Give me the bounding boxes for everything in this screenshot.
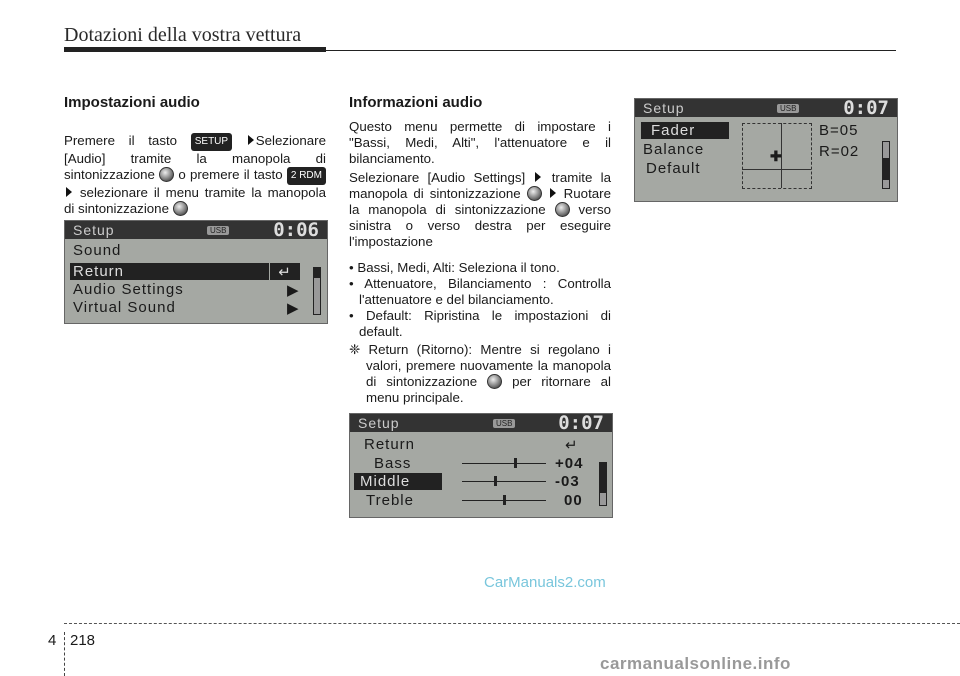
chapter-number: 4 — [48, 632, 57, 649]
tuning-knob-icon — [527, 186, 542, 201]
usb-badge: USB — [777, 104, 799, 113]
step4-text: verso sinistra o verso destra per eseguire l'impostazione — [349, 202, 611, 249]
menu-return-label: Return — [73, 263, 125, 280]
arrow-icon — [66, 187, 72, 197]
arrow-icon — [535, 172, 541, 182]
screen-time: 0:07 — [843, 98, 889, 119]
menu-audio-settings: Audio Settings — [73, 281, 184, 298]
left-column — [64, 94, 326, 217]
menu-return: Return — [364, 436, 416, 453]
tuning-knob-icon — [487, 374, 502, 389]
position-marker-icon: ✚ — [770, 148, 782, 164]
setup-screen-tone — [349, 413, 613, 518]
menu-default: Default — [646, 160, 701, 177]
bass-slider — [462, 463, 546, 464]
section-heading-impostazioni: Impostazioni audio — [64, 94, 200, 111]
bullet-default: • Default: Ripristina le impostazioni di default. — [349, 308, 611, 339]
footer-separator — [64, 632, 65, 676]
setup-screen-fader — [634, 98, 898, 202]
screen-title: Setup — [73, 222, 115, 238]
text-p1: Premere il tasto — [64, 133, 178, 148]
page-number: 218 — [70, 632, 96, 649]
screen-time: 0:07 — [558, 413, 604, 434]
step2-text: tramite la manopola di sintonizzazione — [349, 170, 611, 201]
step1-text: Selezionare [Audio Settings] — [349, 170, 526, 185]
screen-header — [350, 414, 612, 432]
middle-value: -03 — [555, 473, 580, 490]
tuning-knob-icon — [173, 201, 188, 216]
setup-screen-sound — [64, 220, 328, 324]
arrow-icon — [550, 188, 556, 198]
screen-title: Setup — [358, 415, 400, 431]
section-heading-informazioni: Informazioni audio — [349, 94, 483, 111]
menu-fader: Fader — [641, 122, 729, 139]
scroll-thumb — [600, 463, 606, 493]
scroll-thumb — [883, 158, 889, 180]
arrow-icon — [248, 135, 254, 145]
text-p3: o premere il tasto — [178, 167, 283, 182]
menu-balance: Balance — [643, 141, 705, 158]
arrow-right-icon: ▶ — [287, 300, 300, 317]
middle-slider — [462, 481, 546, 482]
note-text-b: per ritornare al menu principale. — [366, 374, 612, 405]
scrollbar — [882, 141, 890, 189]
treble-value: 00 — [564, 492, 583, 509]
watermark-carmanuals2: CarManuals2.com — [484, 574, 606, 591]
screen-header — [65, 221, 327, 239]
arrow-right-icon: ▶ — [287, 282, 300, 299]
page-header-title: Dotazioni della vostra vettura — [64, 24, 302, 46]
scrollbar — [599, 462, 607, 506]
menu-treble: Treble — [366, 492, 414, 509]
note-symbol: ❈ — [349, 342, 361, 357]
screen-time: 0:06 — [273, 220, 319, 241]
scroll-thumb — [314, 268, 320, 278]
menu-middle: Middle — [354, 473, 442, 490]
text-p4: selezionare il menu tramite la manopola di sintonizzazione — [64, 185, 326, 216]
middle-slider-thumb — [494, 476, 497, 486]
scrollbar — [313, 267, 321, 315]
bullet-tone: • Bassi, Medi, Alti: Seleziona il tono. — [349, 260, 560, 275]
note-text-a: Return (Ritorno): Mentre si regolano i valori, premere nuovamente la manopola di sintonizzazione — [366, 342, 611, 389]
note-paragraph — [349, 342, 611, 406]
return-icon: ↵ — [565, 437, 579, 454]
menu-bass: Bass — [374, 455, 412, 472]
fader-grid-hline — [742, 169, 811, 170]
steps-paragraph — [349, 170, 611, 250]
balance-value: R=02 — [819, 143, 860, 160]
bullet-fader: • Attenuatore, Bilanciamento : Controlla l'attenuatore e del bilanciamento. — [349, 276, 611, 307]
usb-badge: USB — [207, 226, 229, 235]
header-rule — [326, 50, 896, 51]
fader-value: B=05 — [819, 122, 859, 139]
footer-rule — [64, 623, 960, 624]
bass-value: +04 — [555, 455, 584, 472]
header-bar — [64, 47, 326, 52]
tuning-knob-icon — [159, 167, 174, 182]
tuning-knob-icon — [555, 202, 570, 217]
step3-text: Ruotare la manopola di sintonizzazione — [349, 186, 611, 217]
menu-sound: Sound — [73, 242, 122, 259]
bass-slider-thumb — [514, 458, 517, 468]
setup-key: SETUP — [191, 133, 232, 151]
return-icon: ↵ — [270, 263, 300, 280]
rdm-key: 2 RDM — [287, 167, 326, 185]
screen-header — [635, 99, 897, 117]
screen-title: Setup — [643, 100, 685, 116]
watermark-carmanualsonline: carmanualsonline.info — [600, 654, 791, 673]
usb-badge: USB — [493, 419, 515, 428]
intro-paragraph: Questo menu permette di impostare i "Bassi, Medi, Alti", l'attenuatore e il bilanciamento. — [349, 119, 611, 166]
text-p2: Selezionare [Audio] tramite la manopola di sintonizzazione — [64, 133, 326, 182]
menu-return — [70, 263, 269, 280]
treble-slider-thumb — [503, 495, 506, 505]
middle-column — [349, 94, 611, 406]
menu-virtual-sound: Virtual Sound — [73, 299, 176, 316]
left-paragraph — [64, 133, 326, 217]
